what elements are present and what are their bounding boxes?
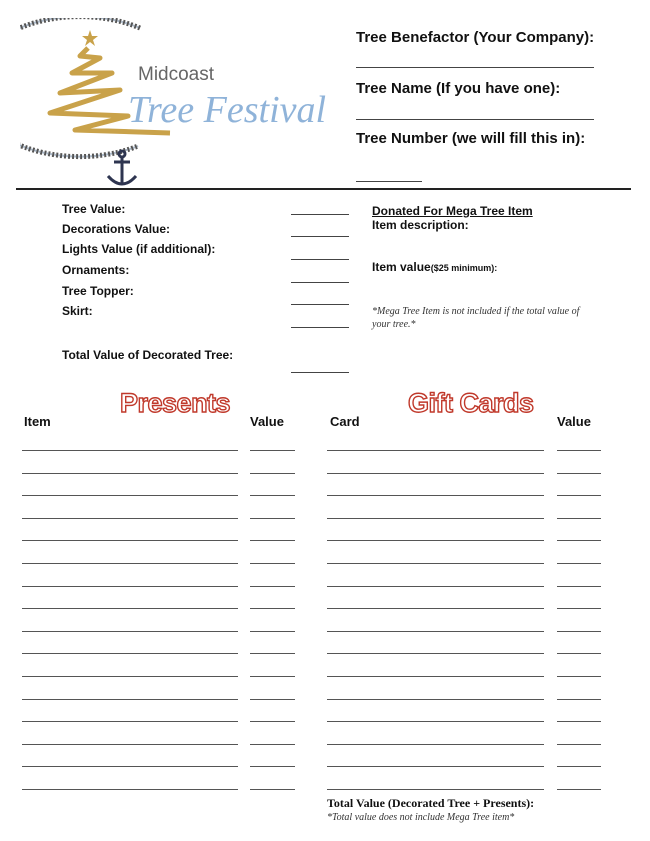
item-value-label	[372, 260, 497, 274]
mega-tree-heading: Donated For Mega Tree Item	[372, 204, 533, 218]
gift-card-value-line[interactable]	[557, 495, 601, 496]
gift-card-value-line[interactable]	[557, 540, 601, 541]
present-value-line[interactable]	[250, 518, 295, 519]
gift-card-value-line[interactable]	[557, 608, 601, 609]
item-value-minimum: ($25 minimum):	[430, 263, 498, 273]
ornaments-line[interactable]	[291, 282, 349, 283]
gift-card-line[interactable]	[327, 450, 544, 451]
present-item-line[interactable]	[22, 653, 238, 654]
present-value-line[interactable]	[250, 631, 295, 632]
total-decorated-line[interactable]	[291, 372, 349, 373]
mega-tree-note: *Mega Tree Item is not included if the total value of your tree.*	[372, 306, 580, 330]
tree-topper-line[interactable]	[291, 304, 349, 305]
item-description-label: Item description:	[372, 218, 469, 232]
present-item-line[interactable]	[22, 473, 238, 474]
gift-card-line[interactable]	[327, 473, 544, 474]
present-item-line[interactable]	[22, 495, 238, 496]
present-value-line[interactable]	[250, 721, 295, 722]
gift-card-value-line[interactable]	[557, 473, 601, 474]
logo-midcoast: Midcoast	[138, 64, 215, 85]
decorations-value-line[interactable]	[291, 236, 349, 237]
present-value-line[interactable]	[250, 495, 295, 496]
gift-card-line[interactable]	[327, 495, 544, 496]
gift-card-value-line[interactable]	[557, 766, 601, 767]
tree-value-label: Tree Value:	[62, 202, 126, 216]
present-value-line[interactable]	[250, 789, 295, 790]
total-value-note: *Total value does not include Mega Tree item*	[327, 812, 515, 823]
present-value-line[interactable]	[250, 766, 295, 767]
festival-logo	[20, 18, 350, 193]
gift-card-line[interactable]	[327, 789, 544, 790]
gift-card-line[interactable]	[327, 676, 544, 677]
present-item-line[interactable]	[22, 540, 238, 541]
present-value-line[interactable]	[250, 676, 295, 677]
gift-card-line[interactable]	[327, 586, 544, 587]
col-card-value-header: Value	[557, 414, 591, 429]
benefactor-label: Tree Benefactor (Your Company):	[356, 29, 595, 46]
ornaments-label: Ornaments:	[62, 263, 130, 277]
gift-card-line[interactable]	[327, 608, 544, 609]
col-present-value-header: Value	[250, 414, 284, 429]
present-item-line[interactable]	[22, 450, 238, 451]
gift-card-line[interactable]	[327, 721, 544, 722]
gift-card-value-line[interactable]	[557, 699, 601, 700]
col-card-header: Card	[330, 414, 360, 429]
logo-tree-festival: Tree Festival	[128, 89, 327, 131]
present-value-line[interactable]	[250, 563, 295, 564]
present-value-line[interactable]	[250, 744, 295, 745]
present-value-line[interactable]	[250, 450, 295, 451]
skirt-line[interactable]	[291, 327, 349, 328]
present-item-line[interactable]	[22, 721, 238, 722]
present-item-line[interactable]	[22, 789, 238, 790]
tree-topper-label: Tree Topper:	[62, 284, 134, 298]
tree-number-label: Tree Number (we will fill this in):	[356, 130, 586, 147]
tree-number-line[interactable]	[356, 181, 422, 182]
skirt-label: Skirt:	[62, 304, 93, 318]
gift-card-value-line[interactable]	[557, 676, 601, 677]
gift-card-line[interactable]	[327, 631, 544, 632]
header-divider	[16, 188, 631, 190]
present-item-line[interactable]	[22, 744, 238, 745]
tree-name-label: Tree Name (If you have one):	[356, 80, 561, 97]
present-item-line[interactable]	[22, 766, 238, 767]
col-item-header: Item	[24, 414, 51, 429]
benefactor-line[interactable]	[356, 67, 594, 68]
tree-value-line[interactable]	[291, 214, 349, 215]
present-value-line[interactable]	[250, 540, 295, 541]
gift-card-line[interactable]	[327, 699, 544, 700]
present-item-line[interactable]	[22, 563, 238, 564]
gift-card-line[interactable]	[327, 744, 544, 745]
tree-name-line[interactable]	[356, 119, 594, 120]
gift-card-line[interactable]	[327, 766, 544, 767]
gift-card-line[interactable]	[327, 518, 544, 519]
total-value-label: Total Value (Decorated Tree + Presents):	[327, 796, 535, 810]
present-value-line[interactable]	[250, 608, 295, 609]
gift-card-value-line[interactable]	[557, 563, 601, 564]
total-decorated-label: Total Value of Decorated Tree:	[62, 348, 234, 362]
item-value-text: Item value	[372, 260, 431, 274]
lights-value-label: Lights Value (if additional):	[62, 242, 216, 256]
present-value-line[interactable]	[250, 653, 295, 654]
present-value-line[interactable]	[250, 699, 295, 700]
presents-title: Presents	[120, 388, 231, 418]
gift-card-value-line[interactable]	[557, 721, 601, 722]
present-value-line[interactable]	[250, 473, 295, 474]
present-item-line[interactable]	[22, 699, 238, 700]
present-item-line[interactable]	[22, 676, 238, 677]
gift-card-value-line[interactable]	[557, 450, 601, 451]
lights-value-line[interactable]	[291, 259, 349, 260]
present-item-line[interactable]	[22, 608, 238, 609]
present-item-line[interactable]	[22, 518, 238, 519]
gift-card-value-line[interactable]	[557, 631, 601, 632]
gift-card-value-line[interactable]	[557, 789, 601, 790]
gift-card-value-line[interactable]	[557, 744, 601, 745]
gift-card-value-line[interactable]	[557, 586, 601, 587]
gift-card-value-line[interactable]	[557, 518, 601, 519]
gift-cards-title: Gift Cards	[408, 388, 534, 418]
present-item-line[interactable]	[22, 586, 238, 587]
gift-card-line[interactable]	[327, 653, 544, 654]
decorations-value-label: Decorations Value:	[62, 222, 171, 236]
gift-card-line[interactable]	[327, 563, 544, 564]
gift-card-line[interactable]	[327, 540, 544, 541]
present-item-line[interactable]	[22, 631, 238, 632]
present-value-line[interactable]	[250, 586, 295, 587]
gift-card-value-line[interactable]	[557, 653, 601, 654]
